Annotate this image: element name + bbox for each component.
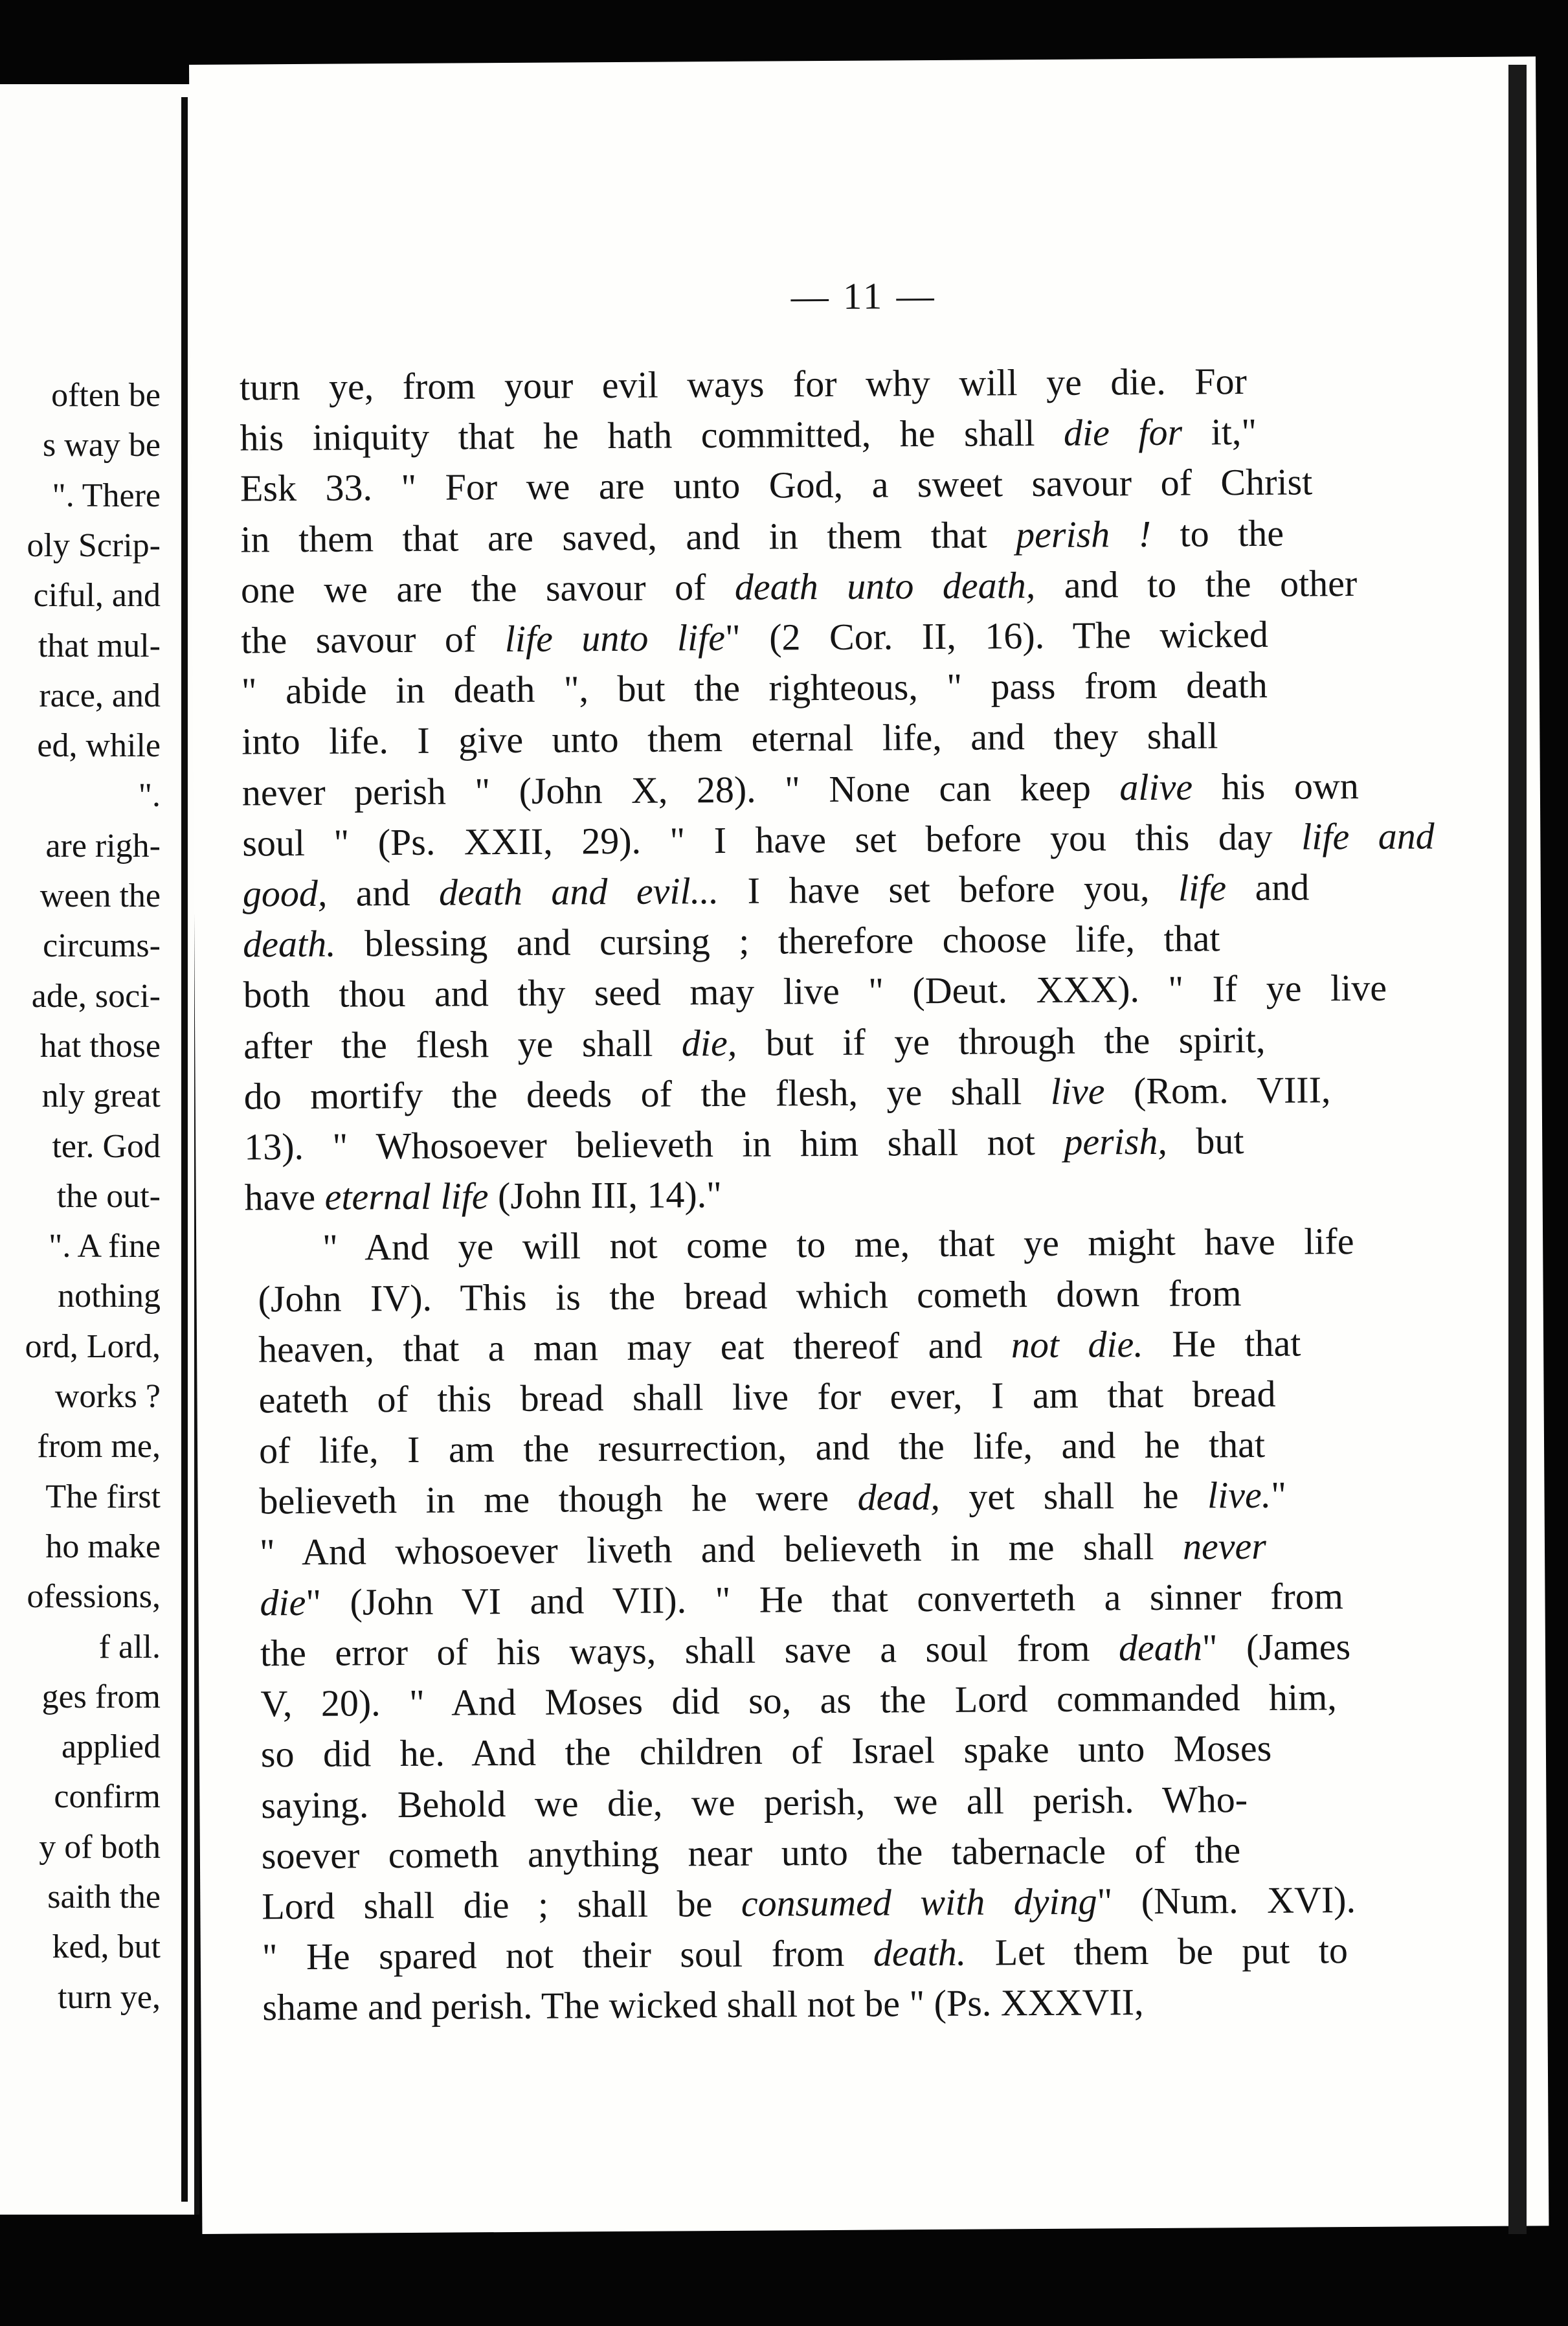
text-line [262, 1879, 1356, 1928]
text-line [261, 1828, 1241, 1877]
italic-text: death. [873, 1931, 967, 1974]
left-page-line: ter. God [52, 1127, 161, 1165]
left-page-line: the out- [56, 1177, 161, 1215]
left-page-line: works ? [54, 1378, 161, 1415]
text-run: 13). " Whosoever believeth in him shall not [244, 1120, 1064, 1168]
text-run: but [1167, 1120, 1244, 1162]
left-page-line: from me, [37, 1428, 161, 1465]
text-run: (John III, 14)." [488, 1173, 722, 1217]
text-run: never perish " (John X, 28). " None can keep [241, 765, 1120, 814]
text-run: (Rom. VIII, [1104, 1068, 1331, 1112]
text-line [240, 512, 1284, 561]
left-page-line: ord, Lord, [25, 1327, 161, 1365]
left-page-line: ed, while [37, 727, 161, 765]
left-page-line: ". A fine [49, 1228, 161, 1265]
text-line [242, 817, 1435, 862]
text-run: have [244, 1175, 325, 1219]
left-page-line: s way be [43, 427, 161, 464]
text-line [241, 714, 1218, 763]
page-number: — 11 — [790, 274, 937, 318]
text-run: V, 20). " And Moses did so, as the Lord commanded him, [260, 1676, 1337, 1725]
text-line [262, 1929, 1349, 1978]
text-run: " (James [1202, 1625, 1351, 1669]
italic-text: never [1182, 1524, 1267, 1568]
text-run: into life. I give unto them eternal life, and they shall [241, 714, 1218, 763]
text-run: in them that are saved, and in them that [240, 513, 1016, 561]
italic-text: die for [1063, 411, 1183, 454]
text-line [258, 1271, 1242, 1320]
italic-text: die [260, 1581, 306, 1624]
page-edge [1508, 65, 1527, 2234]
text-line [241, 613, 1269, 662]
text-run: Lord shall die ; shall be [262, 1882, 742, 1928]
text-run: " (John VI and VII). " He that converteth a sinner from [306, 1574, 1344, 1623]
text-run: Let them be put to [966, 1929, 1349, 1974]
text-line [243, 917, 1220, 965]
italic-text: life [1178, 866, 1227, 909]
text-run: " And whosoever liveth and believeth in me shall [259, 1525, 1183, 1573]
left-page-line: ". There [52, 477, 161, 514]
text-run: " He spared not their soul from [262, 1932, 874, 1978]
left-page-line: nly great [41, 1078, 161, 1115]
text-run: of life, I am the resurrection, and the life, and he that [258, 1423, 1266, 1472]
text-line [241, 764, 1359, 814]
left-page-line: race, and [39, 677, 161, 714]
italic-text: life unto life [504, 616, 726, 661]
left-page-line: ofessions, [27, 1578, 161, 1616]
left-page-line: applied [61, 1728, 161, 1766]
text-run: (John IV). This is the bread which cometh down from [258, 1271, 1242, 1320]
text-run: " abide in death ", but the righteous, " pass from death [241, 664, 1268, 712]
left-page-line: turn ye, [58, 1978, 161, 2016]
text-run: turn ye, from your evil ways for why will ye die. For [239, 360, 1248, 409]
text-run: after the flesh ye shall [243, 1021, 682, 1067]
text-run: " (2 Cor. II, 16). The wicked [724, 613, 1269, 659]
text-run: shame and perish. The wicked shall not be " (Ps. XXXVII, [262, 1981, 1144, 2029]
italic-text: death [1118, 1626, 1203, 1669]
text-run: to the [1150, 512, 1284, 555]
text-run: saying. Behold we die, we perish, we all perish. Who- [261, 1778, 1248, 1826]
italic-text: die, [681, 1021, 737, 1064]
left-page-line: ween the [39, 877, 161, 914]
text-line [239, 360, 1248, 409]
italic-text: not die. [1011, 1322, 1144, 1366]
text-line [241, 666, 1268, 710]
italic-text: life and [1301, 815, 1435, 858]
left-page-line: ho make [45, 1528, 161, 1565]
text-line [243, 969, 1387, 1014]
text-line [258, 1423, 1266, 1472]
text-run: do mortify the deeds of the flesh, ye shall [243, 1070, 1051, 1118]
right-page [189, 56, 1549, 2234]
text-line [244, 1173, 722, 1219]
text-line [258, 1322, 1301, 1371]
text-run: the error of his ways, shall save a soul from [260, 1627, 1119, 1675]
text-run: Esk 33. " For we are unto God, a sweet savour of Christ [240, 460, 1313, 510]
left-page-line: are righ- [45, 827, 161, 864]
italic-text: eternal life [324, 1175, 489, 1218]
italic-text: live [1050, 1070, 1105, 1112]
text-run: " (Num. XVI). [1097, 1879, 1356, 1923]
italic-text: dead, [857, 1476, 941, 1519]
italic-text: death. [243, 922, 336, 965]
left-page-line: often be [51, 377, 161, 414]
left-page-line: ciful, and [33, 577, 161, 615]
text-run: He that [1143, 1322, 1301, 1365]
left-page-line: hat those [39, 1027, 161, 1065]
text-run: it," [1182, 411, 1257, 453]
text-line [260, 1727, 1272, 1776]
text-run: and to the other [1035, 561, 1358, 606]
text-run: yet shall he [939, 1474, 1208, 1519]
text-run: but if ye through the spirit, [737, 1018, 1266, 1064]
text-run: soever cometh anything near unto the tabernacle of the [261, 1828, 1241, 1877]
text-run: soul " (Ps. XXII, 29). " I have set before you this day [242, 815, 1302, 864]
left-page-line: The first [45, 1478, 161, 1515]
text-run: eateth of this bread shall live for ever, I am that bread [258, 1372, 1276, 1421]
text-run: blessing and cursing ; therefore choose life, that [335, 917, 1220, 965]
text-run: the savour of [241, 618, 505, 662]
text-line [240, 413, 1257, 457]
text-line [243, 1018, 1266, 1067]
text-run: " And ye will not come to me, that ye might have life [322, 1220, 1354, 1269]
left-page-line: oly Scrip- [27, 526, 161, 564]
text-run: and [1226, 866, 1310, 909]
text-line [243, 1068, 1331, 1118]
text-line [242, 866, 1310, 915]
text-run: so did he. And the children of Israel spake unto Moses [260, 1727, 1272, 1776]
text-run: his own [1192, 764, 1359, 808]
text-line [259, 1476, 1286, 1520]
left-page-line: f all. [98, 1628, 161, 1665]
italic-text: death unto death, [734, 563, 1036, 608]
book-spine [181, 97, 188, 2202]
left-page-line: nothing [58, 1278, 161, 1315]
text-line [261, 1778, 1248, 1826]
italic-text: perish ! [1015, 512, 1152, 556]
italic-text: perish, [1064, 1120, 1168, 1163]
left-page-line: that mul- [38, 627, 161, 664]
text-line [244, 1122, 1244, 1166]
text-run: I have set before you, [718, 866, 1179, 912]
italic-text: consumed with dying [741, 1880, 1097, 1925]
left-page-line: ked, but [52, 1928, 161, 1966]
italic-text: good, [242, 872, 328, 915]
text-run: both thou and thy seed may live " (Deut. XXX). " If ye live [243, 967, 1387, 1016]
left-page-line: confirm [54, 1778, 161, 1816]
text-run: heaven, that a man may eat thereof and [258, 1324, 1012, 1371]
text-line [260, 1676, 1337, 1725]
left-page-line: ". [138, 777, 161, 815]
left-page-line: circums- [43, 927, 161, 965]
text-line [240, 561, 1358, 611]
text-line [258, 1372, 1276, 1421]
left-page-line: ges from [41, 1678, 161, 1715]
left-page-line: y of both [39, 1828, 161, 1866]
left-page-line: ade, soci- [31, 977, 161, 1015]
text-run: his iniquity that he hath committed, he shall [240, 411, 1064, 459]
left-page-line: saith the [47, 1879, 161, 1915]
text-line [240, 460, 1313, 510]
italic-text: alive [1119, 765, 1193, 808]
text-line [260, 1625, 1351, 1675]
text-run: believeth in me though he were [259, 1476, 858, 1522]
text-line [259, 1524, 1267, 1573]
left-page [0, 84, 199, 2215]
text-run: and [327, 871, 440, 914]
italic-text: live. [1207, 1474, 1271, 1517]
italic-text: death and evil... [438, 870, 719, 914]
text-line [322, 1220, 1354, 1269]
text-line [262, 1981, 1144, 2029]
text-line [260, 1574, 1344, 1624]
text-run: one we are the savour of [240, 565, 735, 611]
text-run: " [1271, 1474, 1287, 1517]
